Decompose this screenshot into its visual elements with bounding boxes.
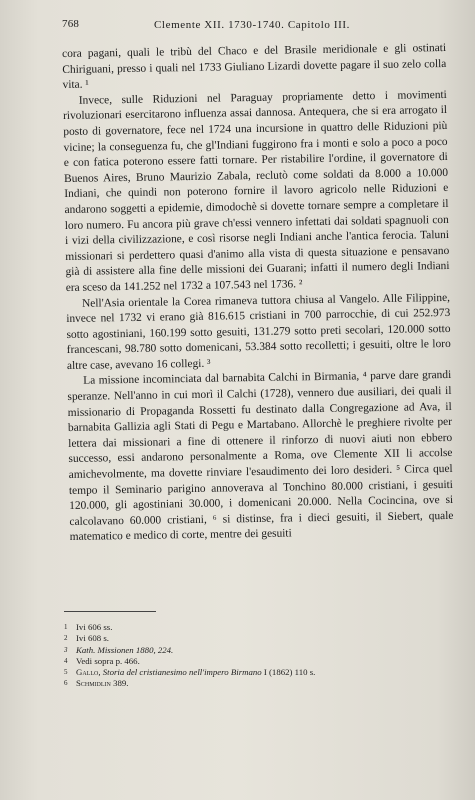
paragraph-paraguay-reductions: Invece, sulle Riduzioni nel Paraguay propriamente detto i movimenti rivoluzionari esercitarono influenza assai dannosa. Antequera, che si era arrogato il posto di governatore, fece nel 1724 una incursione in quattro delle Riduzioni più vicine; la conseguenza fu, che gl'Indiani fuggirono fra i monti e solo a poco a poco e con fatica poterono essere fatti tornare. Per ristabilire l'ordine, il governatore di Buenos Aires, Bruno Maurizio Zabala, reclutò come soldati da 8.000 a 10.000 Indiani, che quindi non poterono fornire il lavoro agricolo nelle Riduzioni e andarono soggetti a epidemie, dimodochè si dovette tornare sempre a completare il loro numero. Fu ancora più grave ch'essi vennero infettati dai soldati spagnuoli con i vizi della civilizzazione, e così risorse negli Indiani anche l'antica ferocia. Taluni missionari si perdettero quasi d'animo alla vista di questa situazione e pensavano già di assistere alla fine delle missioni dei Guarani; infatti il numero degli Indiani era sceso da 141.252 nel 1732 a 107.543 nel 1736. ² [62,88,450,294]
footnote-number: 3 [64,645,68,654]
page-number: 768 [62,18,80,30]
body-text [62,41,454,546]
footnote-1 [64,622,404,633]
footnote-reference: 389. [110,678,129,689]
footnote-number: 4 [64,656,68,665]
paragraph-asia-philippines: Nell'Asia orientale la Corea rimaneva tuttora chiusa al Vangelo. Alle Filippine, invece nel 1732 vi erano già 816.615 cristiani in 700 parrocchie, di cui 252.973 sotto agostiniani, 160.199 sotto gesuiti, 131.279 sotto preti secolari, 120.000 sotto francescani, 98.780 sotto domenicani, 53.384 sotto recolletti; i gesuiti, oltre le loro altre case, avevano 16 collegi. ³ [66,291,451,372]
footnote-number: 5 [64,668,68,677]
footnote-text: Vedi sopra p. 466. [76,655,140,666]
footnote-author: Schmidlin [76,678,111,689]
footnote-text: Ivi 606 ss. [76,622,113,632]
footnote-number: 6 [64,679,68,688]
footnote-author: Gallo [76,667,99,678]
page-header [62,18,442,34]
paragraph-burma-mission: La missione incominciata dal barnabita Calchi in Birmania, ⁴ parve dare grandi speranze. Nell'anno in cui morì il Calchi (1728), vennero due ausiliari, dei quali il missionario di Propaganda Rossetti fu destinato dalla Congregazione ad Ava, il barnabita Gallizia agli Stati di Pegu e Martabano. Allorchè le preghiere rivolte per lettera dai missionari a fine di ottenere il rinforzo di nuovi aiuti non ebbero successo, essi andarono personalmente a Roma, ove Clemente XII li accolse amichevolmente, ma dovette rinviare l'esaudimento dei loro desideri. ⁵ Circa quel tempo il Seminario parigino annoverava al Tonchino 80.000 cristiani, i gesuiti 120.000, gli agostiniani 30.000, i domenicani 20.000. Nella Cocincina, ove si calcolavano 60.000 cristiani, ⁶ si distinse, fra i dieci gesuiti, il Siebert, quale matematico e medico di corte, mentre dei gesuiti [67,369,454,544]
footnote-number: 2 [64,634,68,643]
footnote-3 [64,645,404,656]
footnote-divider [64,611,156,612]
footnote-6 [64,678,404,689]
footnotes [64,622,404,690]
footnote-2 [64,633,404,644]
footnote-number: 1 [64,623,68,631]
footnote-4 [64,656,404,667]
footnote-text: Ivi 608 s. [76,633,109,644]
footnote-text: Kath. Missionen 1880, 224. [76,644,174,655]
footnote-5 [64,667,404,678]
footnote-work-title: , Storia del cristianesimo nell'impero Birmano [98,667,262,678]
paragraph-chaco-tribes: cora pagani, quali le tribù del Chaco e del Brasile meridionale e gli ostinati Chiriguani, presso i quali nel 1733 Giuliano Lizardi dovette pagare il suo zelo colla vita. ¹ [62,41,447,92]
running-title: Clemente XII. 1730-1740. Capitolo III. [154,19,351,31]
footnote-reference: I (1862) 110 s. [261,667,316,678]
